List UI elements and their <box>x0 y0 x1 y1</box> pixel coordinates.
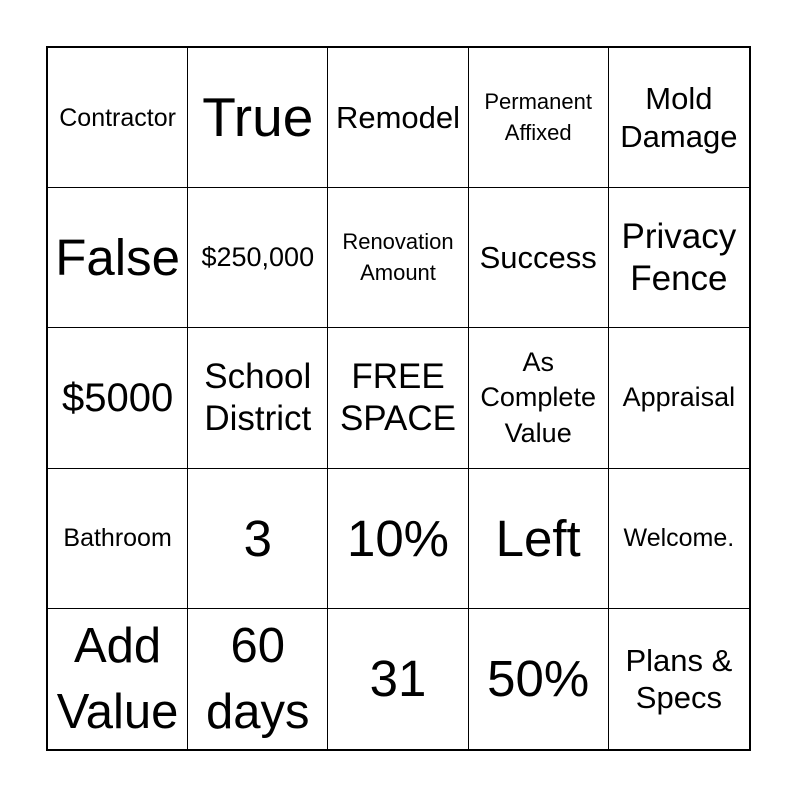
cell-text: Add Value <box>56 618 179 739</box>
bingo-cell-mold-damage[interactable] <box>609 48 749 188</box>
bingo-cell-60-days[interactable] <box>188 609 328 749</box>
bingo-cell-true[interactable] <box>188 48 328 188</box>
cell-text: $250,000 <box>201 242 315 273</box>
bingo-cell-appraisal[interactable] <box>609 328 749 468</box>
bingo-cell-school-district[interactable] <box>188 328 328 468</box>
cell-text: False <box>55 229 180 287</box>
cell-text: 31 <box>369 650 427 708</box>
cell-text: As Complete Value <box>480 347 596 448</box>
bingo-cell-plans-specs[interactable] <box>609 609 749 749</box>
cell-text: Mold Damage <box>620 81 738 154</box>
bingo-cell-5000[interactable] <box>48 328 188 468</box>
cell-text: 60 days <box>206 618 310 739</box>
cell-text: Left <box>495 509 581 567</box>
bingo-cell-privacy-fence[interactable] <box>609 188 749 328</box>
bingo-cell-add-value[interactable] <box>48 609 188 749</box>
cell-text: Privacy Fence <box>621 216 737 298</box>
bingo-cell-10-percent[interactable] <box>328 469 468 609</box>
cell-text: Remodel <box>335 100 461 135</box>
bingo-cell-250000[interactable] <box>188 188 328 328</box>
cell-text: Renovation Amount <box>342 229 454 285</box>
bingo-cell-contractor[interactable] <box>48 48 188 188</box>
cell-text: 3 <box>243 509 272 567</box>
cell-text: Permanent Affixed <box>484 89 592 145</box>
cell-text: Welcome. <box>623 524 735 553</box>
bingo-cell-31[interactable] <box>328 609 468 749</box>
bingo-cell-free-space[interactable] <box>328 328 468 468</box>
cell-text: FREE SPACE <box>339 356 457 438</box>
bingo-cell-left[interactable] <box>469 469 609 609</box>
cell-text: 50% <box>487 650 590 708</box>
bingo-card <box>46 46 751 751</box>
bingo-cell-renovation-amount[interactable] <box>328 188 468 328</box>
cell-text: Success <box>479 240 597 276</box>
bingo-cell-as-complete-value[interactable] <box>469 328 609 468</box>
cell-text: Appraisal <box>622 382 736 413</box>
cell-text: 10% <box>346 509 450 567</box>
cell-text: Bathroom <box>63 524 172 553</box>
bingo-cell-remodel[interactable] <box>328 48 468 188</box>
cell-text: $5000 <box>61 375 174 420</box>
bingo-cell-success[interactable] <box>469 188 609 328</box>
bingo-cell-bathroom[interactable] <box>48 469 188 609</box>
cell-text: True <box>202 86 314 149</box>
bingo-cell-50-percent[interactable] <box>469 609 609 749</box>
bingo-cell-permanent-affixed[interactable] <box>469 48 609 188</box>
cell-text: School District <box>204 356 312 438</box>
bingo-cell-false[interactable] <box>48 188 188 328</box>
cell-text: Contractor <box>59 103 176 132</box>
bingo-cell-welcome[interactable] <box>609 469 749 609</box>
bingo-cell-3[interactable] <box>188 469 328 609</box>
cell-text: Plans & Specs <box>625 642 733 715</box>
